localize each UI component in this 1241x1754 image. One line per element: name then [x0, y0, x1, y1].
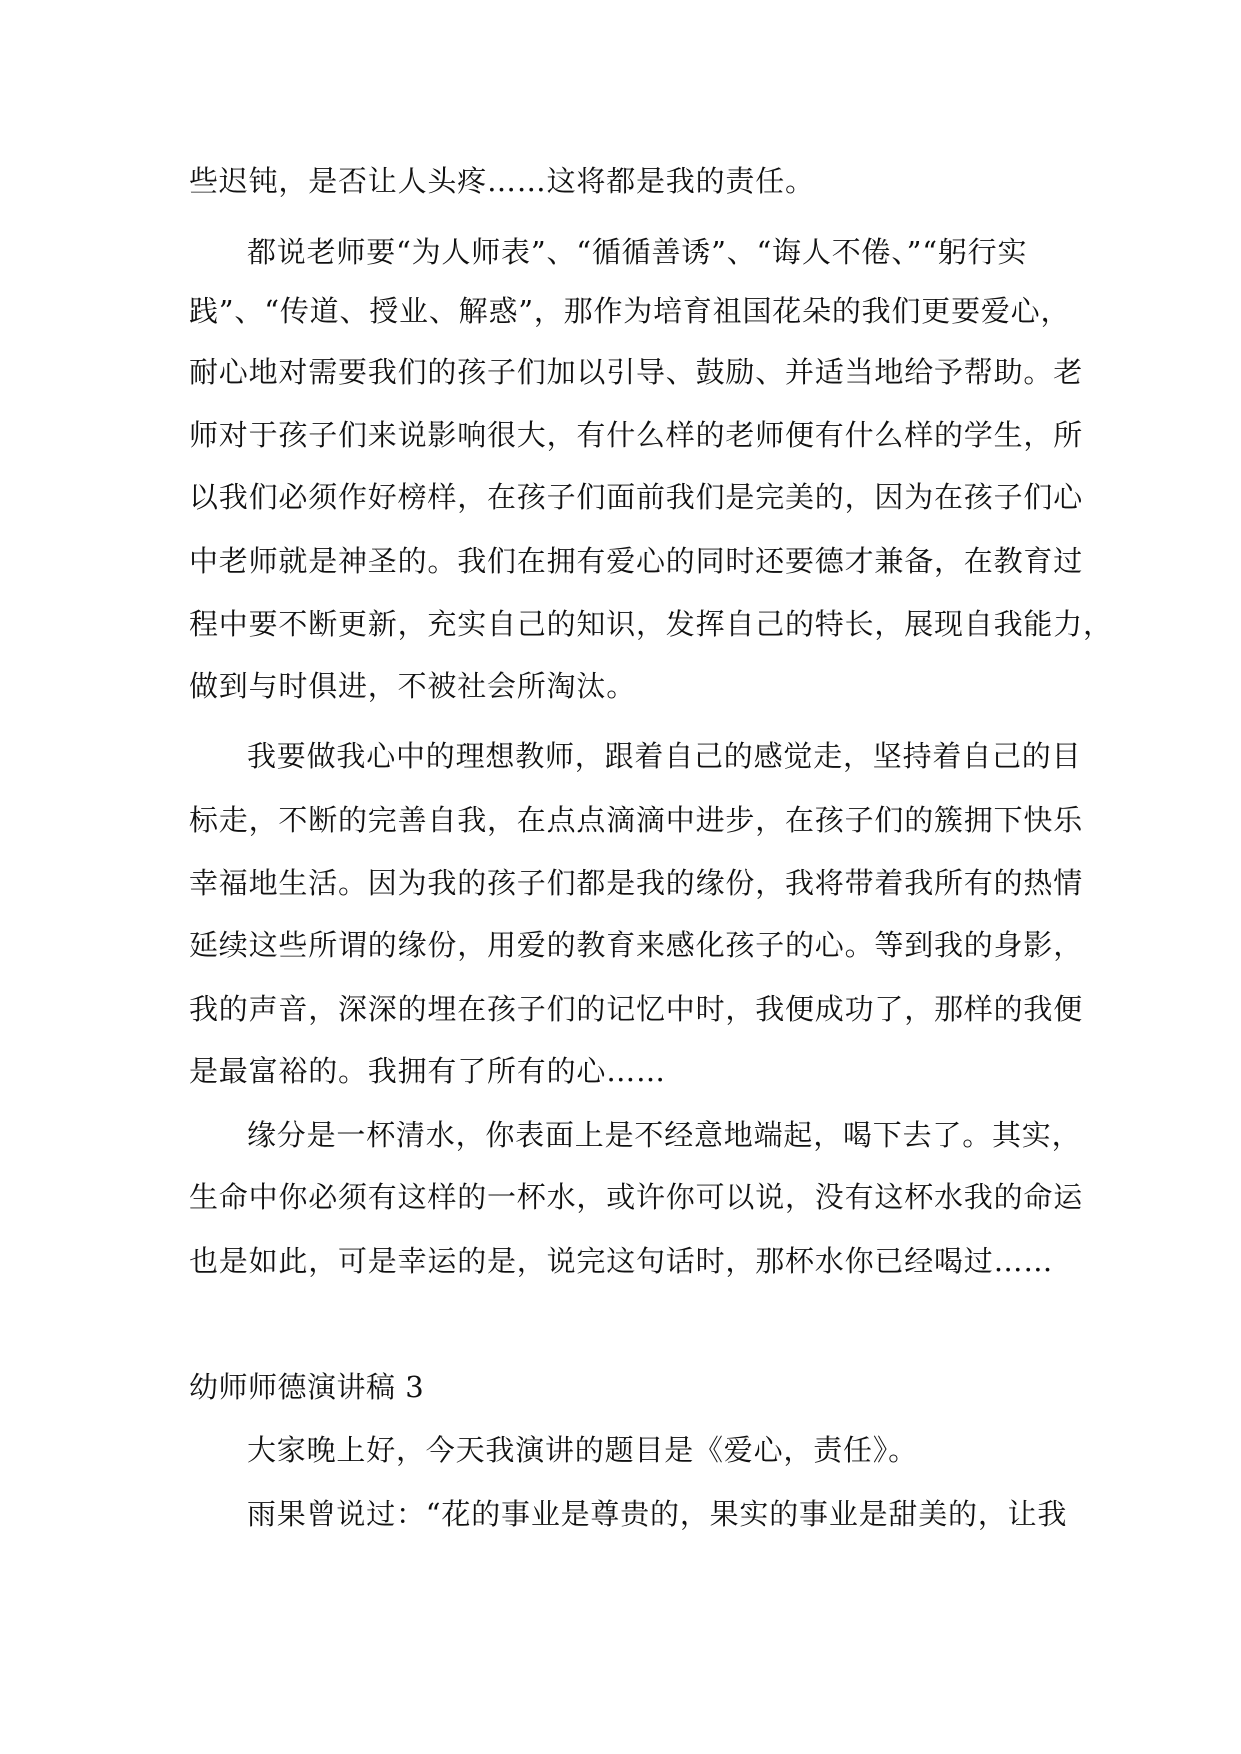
text-line: 师对于孩子们来说影响很大，有什么样的老师便有什么样的学生，所	[189, 418, 1084, 452]
text-line: 缘分是一杯清水，你表面上是不经意地端起，喝下去了。其实，	[247, 1118, 1082, 1152]
text-line: 程中要不断更新，充实自己的知识，发挥自己的特长，展现自我能力，	[189, 607, 1113, 641]
text-line: 我要做我心中的理想教师，跟着自己的感觉走，坚持着自己的目	[247, 739, 1082, 773]
text-line: 幸福地生活。因为我的孩子们都是我的缘份，我将带着我所有的热情	[189, 866, 1084, 900]
text-line: 做到与时俱进，不被社会所淘汰。	[189, 669, 637, 703]
text-line: 我的声音，深深的埋在孩子们的记忆中时，我便成功了，那样的我便	[189, 992, 1084, 1026]
text-line: 中老师就是神圣的。我们在拥有爱心的同时还要德才兼备，在教育过	[189, 544, 1084, 578]
section-heading: 幼师师德演讲稿 3	[189, 1370, 425, 1404]
text-line: 标走，不断的完善自我，在点点滴滴中进步，在孩子们的簇拥下快乐	[189, 803, 1084, 837]
text-line: 些迟钝，是否让人头疼……这将都是我的责任。	[189, 164, 815, 198]
text-line: 延续这些所谓的缘份，用爱的教育来感化孩子的心。等到我的身影，	[189, 928, 1084, 962]
text-line: 耐心地对需要我们的孩子们加以引导、鼓励、并适当地给予帮助。老	[189, 355, 1084, 389]
text-line: 践”、“传道、授业、解惑”，那作为培育祖国花朵的我们更要爱心，	[189, 294, 1071, 328]
text-line: 以我们必须作好榜样，在孩子们面前我们是完美的，因为在孩子们心	[189, 480, 1084, 514]
text-line: 生命中你必须有这样的一杯水，或许你可以说，没有这杯水我的命运	[189, 1180, 1084, 1214]
text-line: 大家晚上好，今天我演讲的题目是《爱心，责任》。	[247, 1433, 918, 1467]
text-line: 雨果曾说过：“花的事业是尊贵的，果实的事业是甜美的，让我	[247, 1497, 1068, 1531]
text-line: 都说老师要“为人师表”、“循循善诱”、“诲人不倦、”“躬行实	[247, 235, 1028, 269]
text-line: 也是如此，可是幸运的是，说完这句话时，那杯水你已经喝过……	[189, 1244, 1054, 1278]
text-line: 是最富裕的。我拥有了所有的心……	[189, 1054, 666, 1088]
